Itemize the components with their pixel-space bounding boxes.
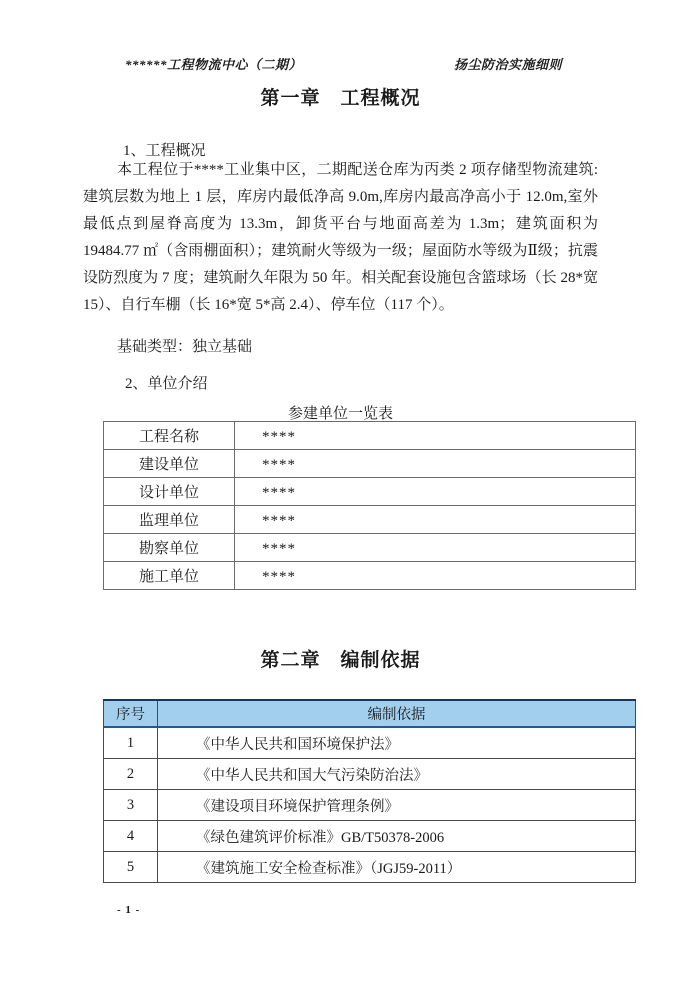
basis-row-text: 《绿色建筑评价标准》GB/T50378-2006 — [158, 821, 636, 852]
unit-row-label: 设计单位 — [104, 478, 235, 506]
basis-row-no: 1 — [104, 727, 158, 759]
basis-row-text: 《建筑施工安全检查标准》（JGJ59-2011） — [158, 852, 636, 883]
table-row — [104, 727, 636, 759]
section1-heading: 1、工程概况 — [123, 143, 206, 159]
unit-row-label: 建设单位 — [104, 450, 235, 478]
units-table — [103, 421, 636, 590]
unit-row-label: 监理单位 — [104, 506, 235, 534]
unit-row-label: 施工单位 — [104, 562, 235, 590]
basis-row-no: 3 — [104, 790, 158, 821]
table-row — [104, 821, 636, 852]
chapter1-title: 第一章 工程概况 — [260, 88, 421, 109]
unit-row-value: **** — [235, 562, 636, 590]
unit-row-value: **** — [235, 478, 636, 506]
table-row — [104, 562, 636, 590]
project-overview-paragraph: 本工程位于****工业集中区，二期配送仓库为丙类 2 项存储型物流建筑:建筑层数为地上 1 层，库房内最低净高 9.0m,库房内最高净高小于 12.0m,室外最低点到屋脊高度为 13.3m，卸货平台与地面高差为 1.3m；建筑面积为 19484.77 ㎡（含雨棚面积）；建筑耐火等级为一级；屋面防水等级为Ⅱ级；抗震设防烈度为 7 度；建筑耐久年限为 50 年。相关配套设施包含篮球场（长 28*宽 15）、自行车棚（长 16*宽 5*高 2.4）、停车位（117 个）。 — [83, 162, 598, 313]
table-row — [104, 450, 636, 478]
header-right-title: 扬尘防治实施细则 — [453, 57, 562, 72]
basis-table — [103, 699, 636, 883]
table-header-row — [104, 700, 636, 727]
chapter2-title: 第二章 编制依据 — [260, 650, 421, 671]
basis-row-text: 《中华人民共和国环境保护法》 — [158, 727, 636, 759]
unit-row-value: **** — [235, 534, 636, 562]
page-header — [83, 54, 598, 73]
unit-row-value: **** — [235, 506, 636, 534]
table-row — [104, 506, 636, 534]
table-row — [104, 534, 636, 562]
unit-row-label: 工程名称 — [104, 422, 235, 450]
section2-heading: 2、单位介绍 — [125, 376, 208, 392]
basis-row-no: 4 — [104, 821, 158, 852]
basis-col-header-no: 序号 — [104, 700, 158, 727]
page-number: - 1 - — [117, 904, 141, 916]
unit-row-value: **** — [235, 450, 636, 478]
table-row — [104, 422, 636, 450]
basis-row-no: 5 — [104, 852, 158, 883]
basis-col-header-basis: 编制依据 — [158, 700, 636, 727]
table-row — [104, 790, 636, 821]
basis-row-text: 《建设项目环境保护管理条例》 — [158, 790, 636, 821]
table-row — [104, 759, 636, 790]
unit-row-label: 勘察单位 — [104, 534, 235, 562]
basis-row-no: 2 — [104, 759, 158, 790]
table-row — [104, 852, 636, 883]
header-left-title: ******工程物流中心（二期） — [125, 57, 303, 72]
unit-row-value: **** — [235, 422, 636, 450]
units-table-title: 参建单位一览表 — [287, 406, 393, 422]
basis-row-text: 《中华人民共和国大气污染防治法》 — [158, 759, 636, 790]
foundation-type-note: 基础类型：独立基础 — [117, 339, 253, 355]
table-row — [104, 478, 636, 506]
